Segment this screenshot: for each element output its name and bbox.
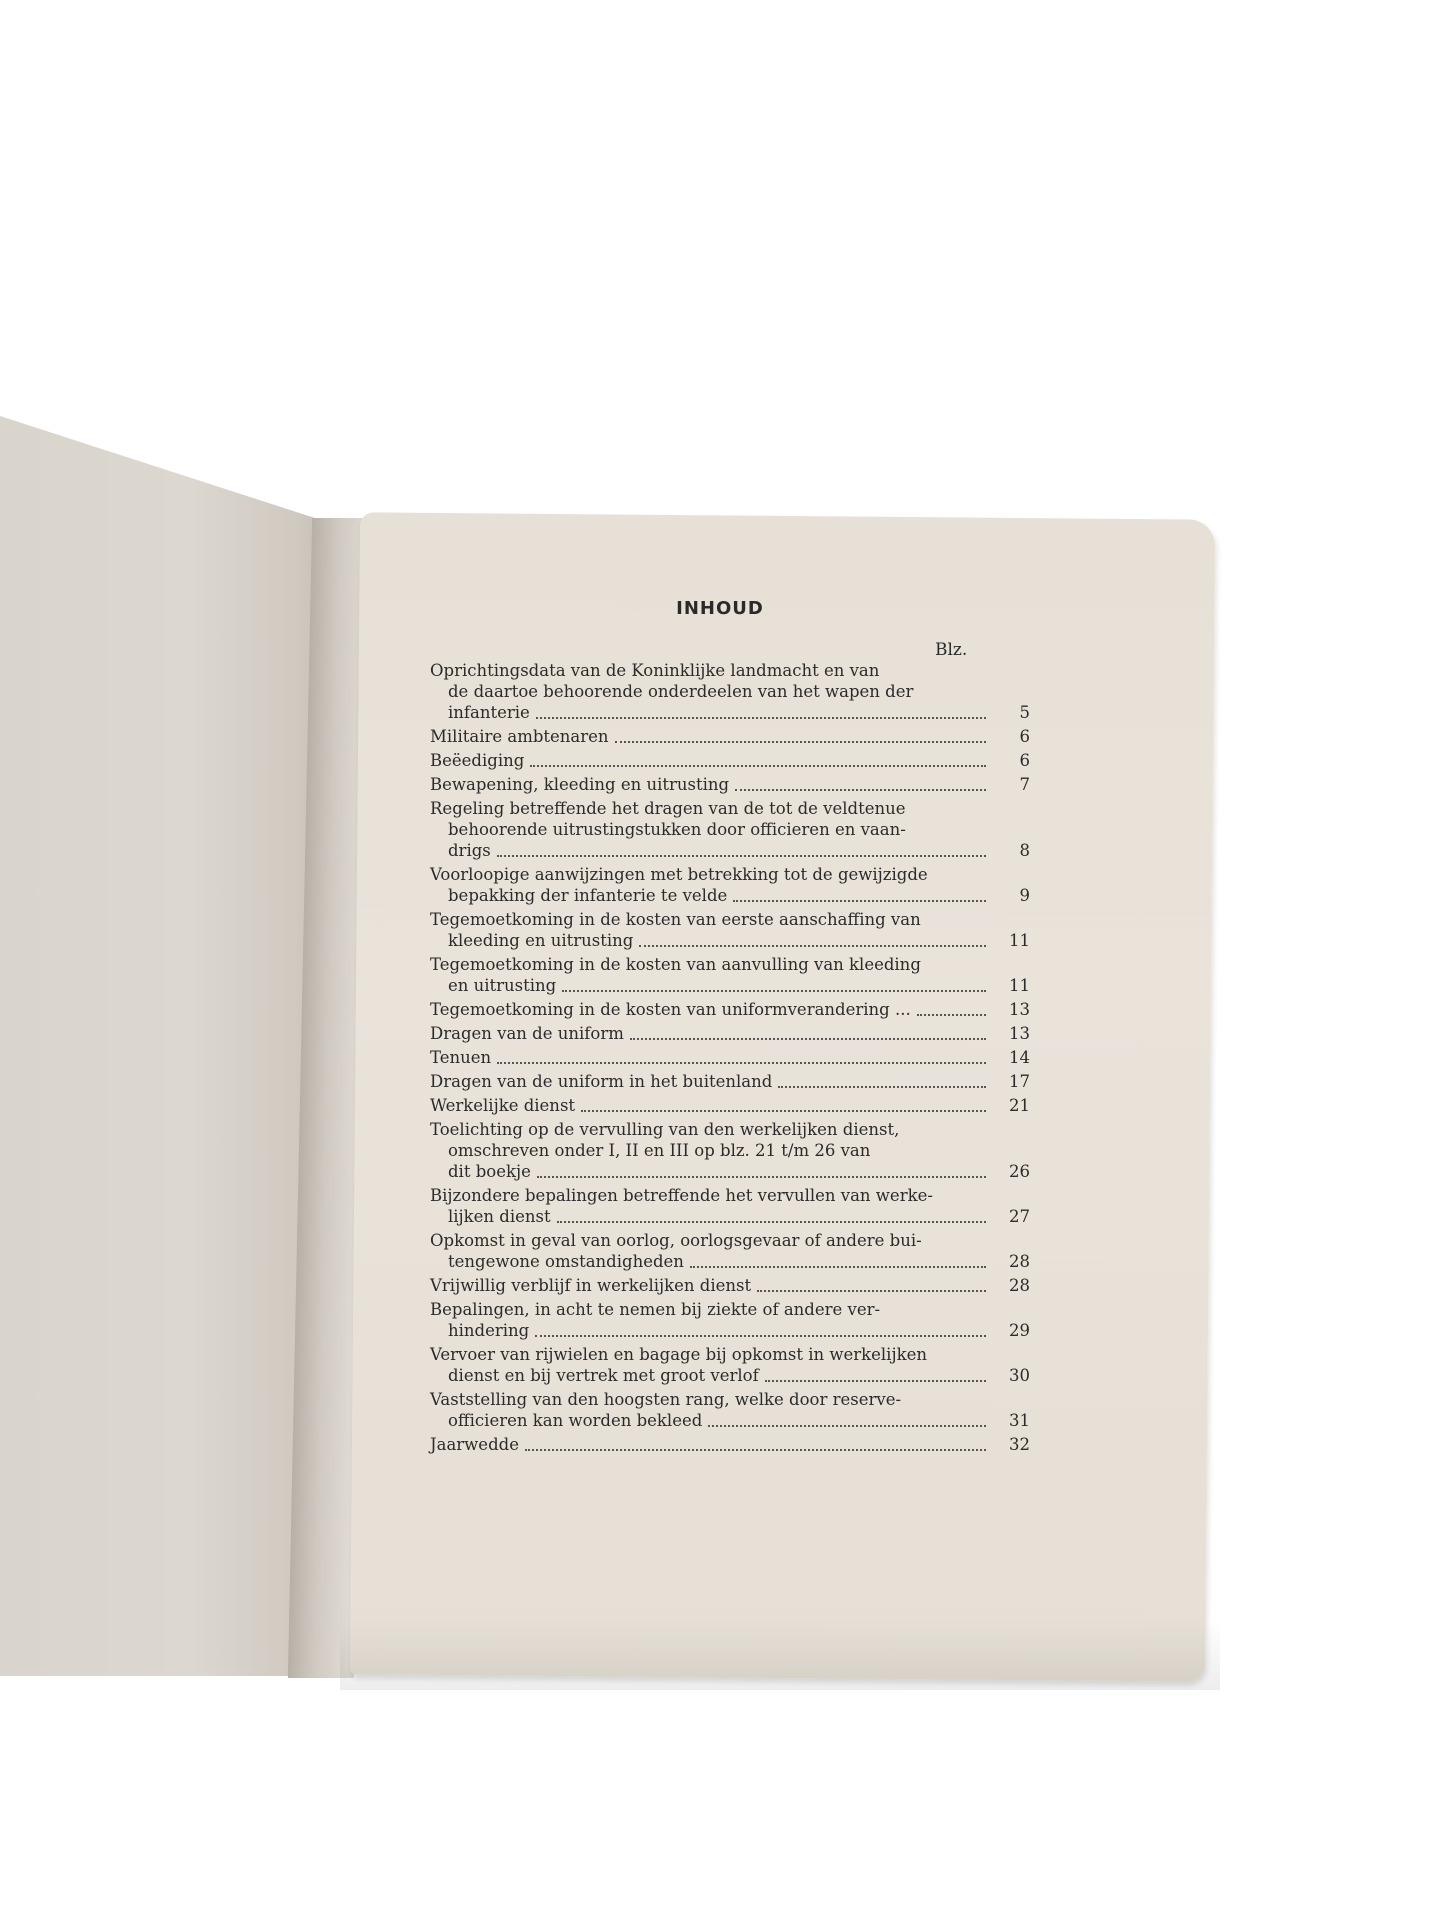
toc-page-number: 30 [1009,1366,1030,1385]
toc-entry [430,1119,1030,1182]
toc-entry [430,798,1030,861]
toc-page-number: 27 [1009,1207,1030,1226]
toc-entry-line: Tegemoetkoming in de kosten van uniformverandering ... [430,1000,911,1019]
toc-page-number: 6 [1019,727,1030,746]
toc-entry [430,774,1030,795]
toc-entry [430,1071,1030,1092]
toc-entry [430,1047,1030,1068]
toc-entry-text [430,954,1030,996]
toc-entry [430,909,1030,951]
dot-leader [735,777,986,791]
toc-page-number: 32 [1009,1435,1030,1454]
toc-entry-last-line [430,1434,1030,1455]
toc-entry-line: Tegemoetkoming in de kosten van eerste aanschaffing van [430,910,921,929]
toc-page-number: 29 [1009,1321,1030,1340]
toc-entry-last-line [430,1047,1030,1068]
toc-entry-line: Opkomst in geval van oorlog, oorlogsgevaar of andere bui- [430,1231,922,1250]
toc-entry-line: Bijzondere bepalingen betreffende het vervullen van werke- [430,1186,933,1205]
toc-entry-line: de daartoe behoorende onderdeelen van het wapen der [448,682,914,701]
dot-leader [536,705,986,719]
toc-entry-text [430,1119,1030,1182]
dot-leader [690,1254,986,1268]
toc-entry [430,660,1030,723]
toc-entry-text [430,1095,1030,1116]
toc-page-number: 8 [1019,841,1030,860]
toc-entry-last-line [430,1251,1030,1272]
toc-entry-line: Tenuen [430,1048,492,1067]
toc-entry-text [430,1275,1030,1296]
toc-entry [430,750,1030,771]
toc-entry [430,1275,1030,1296]
dot-leader [917,1002,986,1016]
toc-entry-last-line [430,1095,1030,1116]
toc-entry-line: Dragen van de uniform in het buitenland [430,1072,773,1091]
toc-entry-line: Werkelijke dienst [430,1096,576,1115]
table-of-contents [430,660,1030,1458]
toc-entry [430,726,1030,747]
toc-entry-line: lijken dienst [448,1207,551,1226]
toc-entry-text [430,1230,1030,1272]
toc-page-number: 13 [1009,1000,1030,1019]
toc-entry [430,954,1030,996]
toc-entry-last-line [430,1023,1030,1044]
toc-entry-line: Vrijwillig verblijf in werkelijken dienst [430,1276,752,1295]
page-column-label: Blz. [935,640,968,660]
toc-entry-line: dienst en bij vertrek met groot verlof [448,1366,759,1385]
toc-entry [430,1389,1030,1431]
dot-leader [562,978,986,992]
toc-entry-line: behoorende uitrustingstukken door officieren en vaan- [448,820,906,839]
toc-page-number: 13 [1009,1024,1030,1043]
toc-entry-text [430,774,1030,795]
toc-entry-text [430,1071,1030,1092]
toc-page-number: 21 [1009,1096,1030,1115]
toc-page-number: 28 [1009,1276,1030,1295]
toc-entry-line: Voorloopige aanwijzingen met betrekking tot de gewijzigde [430,865,928,884]
toc-entry-last-line [430,702,1030,723]
toc-entry-last-line [430,885,1030,906]
dot-leader [630,1026,986,1040]
toc-entry-last-line [430,999,1030,1020]
toc-entry-line: Beëediging [430,751,525,770]
dot-leader [557,1209,986,1223]
toc-entry-line: Tegemoetkoming in de kosten van aanvulling van kleeding [430,955,921,974]
dot-leader [615,729,986,743]
toc-entry-last-line [430,1071,1030,1092]
toc-entry [430,1344,1030,1386]
toc-entry [430,864,1030,906]
toc-entry-text [430,1389,1030,1431]
toc-entry-last-line [430,1410,1030,1431]
toc-entry-text [430,660,1030,723]
dot-leader [765,1368,986,1382]
toc-entry-text [430,1023,1030,1044]
toc-entry-line: hindering [448,1321,530,1340]
toc-entry [430,1230,1030,1272]
toc-entry-text [430,1185,1030,1227]
toc-entry-text [430,1299,1030,1341]
toc-entry-text [430,909,1030,951]
toc-entry [430,1434,1030,1455]
toc-entry-last-line [430,774,1030,795]
toc-page-number: 11 [1009,976,1030,995]
dot-leader [497,843,986,857]
toc-entry-last-line [430,1365,1030,1386]
toc-entry-last-line [430,750,1030,771]
toc-entry-text [430,726,1030,747]
toc-page-number: 17 [1009,1072,1030,1091]
toc-page-number: 26 [1009,1162,1030,1181]
toc-page-number: 31 [1009,1411,1030,1430]
toc-entry-text [430,864,1030,906]
dot-leader [757,1278,986,1292]
toc-page-number: 14 [1009,1048,1030,1067]
toc-entry-line: infanterie [448,703,530,722]
toc-entry-line: Vervoer van rijwielen en bagage bij opkomst in werkelijken [430,1345,927,1364]
toc-entry [430,1023,1030,1044]
toc-entry-line: officieren kan worden bekleed [448,1411,703,1430]
toc-entry-last-line [430,1206,1030,1227]
dot-leader [639,933,986,947]
toc-page-number: 9 [1019,886,1030,905]
toc-entry [430,999,1030,1020]
dot-leader [530,753,986,767]
dot-leader [778,1074,986,1088]
toc-page-number: 6 [1019,751,1030,770]
toc-entry [430,1095,1030,1116]
dot-leader [581,1098,986,1112]
toc-entry-last-line [430,975,1030,996]
toc-entry-text [430,1434,1030,1455]
toc-entry-text [430,798,1030,861]
toc-entry-line: tengewone omstandigheden [448,1252,684,1271]
toc-entry [430,1299,1030,1341]
dot-leader [535,1323,986,1337]
toc-entry-text [430,1344,1030,1386]
toc-entry-last-line [430,726,1030,747]
toc-entry-last-line [430,1161,1030,1182]
toc-entry-line: Oprichtingsdata van de Koninklijke landmacht en van [430,661,880,680]
toc-entry-line: bepakking der infanterie te velde [448,886,728,905]
toc-entry-line: en uitrusting [448,976,557,995]
toc-entry-last-line [430,1275,1030,1296]
toc-page-number: 7 [1019,775,1030,794]
dot-leader [733,888,986,902]
toc-entry-line: Vaststelling van den hoogsten rang, welke door reserve- [430,1390,902,1409]
toc-entry-line: omschreven onder I, II en III op blz. 21 t/m 26 van [448,1141,871,1160]
toc-page-number: 11 [1009,931,1030,950]
toc-entry-line: Dragen van de uniform [430,1024,624,1043]
toc-entry-line: Regeling betreffende het dragen van de tot de veldtenue [430,799,906,818]
toc-entry-text [430,1047,1030,1068]
dot-leader [537,1164,986,1178]
toc-entry-line: drigs [448,841,491,860]
toc-entry [430,1185,1030,1227]
toc-title: INHOUD [676,598,764,619]
dot-leader [497,1050,986,1064]
toc-entry-line: Bewapening, kleeding en uitrusting [430,775,730,794]
toc-page-number: 5 [1019,703,1030,722]
toc-entry-last-line [430,1320,1030,1341]
toc-entry-last-line [430,840,1030,861]
toc-entry-line: kleeding en uitrusting [448,931,634,950]
toc-entry-text [430,999,1030,1020]
dot-leader [525,1437,986,1451]
toc-entry-line: Toelichting op de vervulling van den werkelijken dienst, [430,1120,900,1139]
toc-entry-text [430,750,1030,771]
toc-entry-line: Jaarwedde [430,1435,519,1454]
toc-entry-line: dit boekje [448,1162,531,1181]
toc-entry-line: Militaire ambtenaren [430,727,609,746]
toc-entry-line: Bepalingen, in acht te nemen bij ziekte of andere ver- [430,1300,881,1319]
toc-page-number: 28 [1009,1252,1030,1271]
dot-leader [708,1413,986,1427]
toc-entry-last-line [430,930,1030,951]
